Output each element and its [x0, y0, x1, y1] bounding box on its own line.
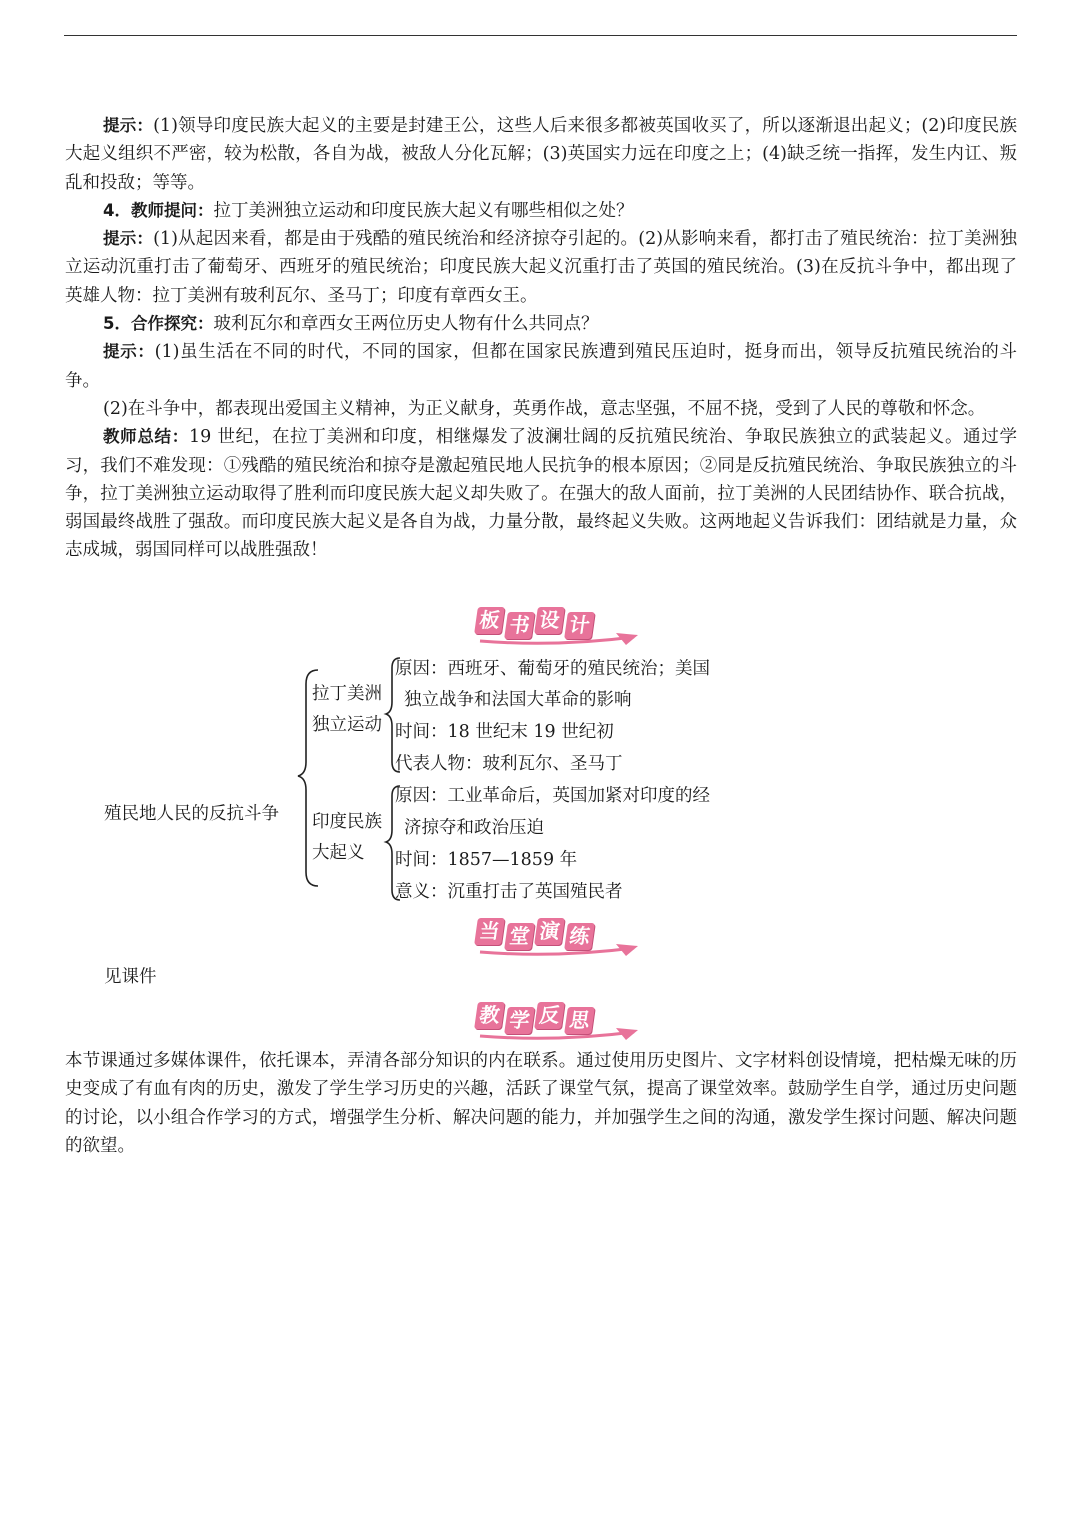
question-5 — [65, 310, 1017, 338]
question-number: 5． — [103, 314, 131, 334]
summary-label: 教师总结： — [103, 427, 189, 447]
banner-char: 学 — [504, 1007, 535, 1034]
diagram-root: 殖民地人民的反抗斗争 — [104, 804, 279, 824]
branch-2-item: 意义：沉重打击了英国殖民者 — [395, 882, 623, 902]
question-label: 教师提问： — [130, 200, 214, 220]
hint-paragraph-3 — [65, 338, 1017, 395]
reflection-text: 本节课通过多媒体课件，依托课本，弄清各部分知识的内在联系。通过使用历史图片、文字材料创设情境，把枯燥无味的历史变成了有血有肉的历史，激发了学生学习历史的兴趣，活跃了课堂气氛，提高了课堂效率。鼓励学生自学，通过历史问题的讨论，以小组合作学习的方式，增强学生分析、解决问题的能力，并加强学生之间的沟通，激发学生探讨问题、解决问题的欲望。 — [65, 1051, 1017, 1156]
banner-char: 板 — [474, 607, 505, 634]
banner-char: 堂 — [504, 923, 535, 950]
branch-2-line-1: 印度民族 — [312, 812, 382, 832]
banner-char: 反 — [534, 1002, 565, 1029]
hint-paragraph-2 — [65, 225, 1017, 310]
question-label: 合作探究： — [130, 314, 214, 334]
header-rule — [64, 35, 1017, 36]
banner-char: 演 — [534, 918, 565, 945]
banner-teaching-reflection — [476, 1002, 646, 1042]
banner-char: 思 — [564, 1007, 595, 1034]
discussion-section — [65, 112, 1017, 565]
branch-1-line-2: 独立运动 — [312, 715, 382, 735]
branch-2-item: 时间：1857—1859 年 — [395, 850, 578, 870]
summary-text: 19 世纪，在拉丁美洲和印度，相继爆发了波澜壮阔的反抗殖民统治、争取民族独立的武装起义。通过学习，我们不难发现：①残酷的殖民统治和掠夺是激起殖民地人民抗争的根本原因；②同是反抗殖民统治、争取民族独立的斗争，拉丁美洲独立运动取得了胜利而印度民族大起义却失败了。在强大的敌人面前，拉丁美洲的人民团结协作、联合抗战，弱国最终战胜了强敌。而印度民族大起义是各自为战，力量分散，最终起义失败。这两地起义告诉我们：团结就是力量，众志成城，弱国同样可以战胜强敌！ — [65, 427, 1018, 561]
hint-label: 提示： — [103, 116, 154, 135]
practice-text: 见课件 — [104, 967, 157, 987]
banner-char: 书 — [504, 612, 535, 639]
hint-paragraph-3b: (2)在斗争中，都表现出爱国主义精神，为正义献身，英勇作战，意志坚强，不屈不挠，受到了人民的尊敬和怀念。 — [103, 398, 986, 419]
question-text: 拉丁美洲独立运动和印度民族大起义有哪些相似之处？ — [213, 200, 634, 221]
branch-2-item: 原因：工业革命后，英国加紧对印度的经 — [395, 786, 710, 806]
hint-text: (1)领导印度民族大起义的主要是封建王公，这些人后来很多都被英国收买了，所以逐渐退出起义；(2)印度民族大起义组织不严密，较为松散，各自为战，被敌人分化瓦解；(3)英国实力远在印度之上；(4)缺乏统一指挥，发生内讧、叛乱和投敌；等等。 — [65, 116, 1017, 193]
teacher-summary — [65, 423, 1017, 564]
hint-text: (1)虽生活在不同的时代，不同的国家，但都在国家民族遭到殖民压迫时，挺身而出，领导反抗殖民统治的斗争。 — [65, 342, 1017, 391]
branch-1-item: 独立战争和法国大革命的影响 — [404, 690, 632, 710]
hint-paragraph-1 — [65, 112, 1017, 197]
branch-2-item: 济掠夺和政治压迫 — [404, 818, 544, 838]
banner-board-design — [476, 607, 646, 647]
branch-1-item: 时间：18 世纪末 19 世纪初 — [395, 722, 614, 742]
branch-1-item: 原因：西班牙、葡萄牙的殖民统治；美国 — [395, 659, 710, 679]
reflection-section — [65, 1047, 1017, 1160]
banner-char: 计 — [564, 612, 595, 639]
hint-label: 提示： — [103, 229, 154, 249]
board-design-diagram — [0, 650, 1080, 910]
question-number: 4． — [103, 200, 131, 220]
branch-1-line-1: 拉丁美洲 — [312, 684, 382, 704]
branch-2-line-2: 大起义 — [312, 843, 365, 863]
question-text: 玻利瓦尔和章西女王两位历史人物有什么共同点？ — [213, 314, 599, 335]
banner-char: 当 — [474, 918, 505, 945]
branch-1-item: 代表人物：玻利瓦尔、圣马丁 — [395, 754, 623, 774]
banner-class-practice — [476, 918, 646, 958]
hint-label: 提示： — [103, 342, 155, 362]
banner-char: 设 — [534, 607, 565, 634]
question-4 — [65, 197, 1017, 225]
hint-text: (1)从起因来看，都是由于残酷的殖民统治和经济掠夺引起的。(2)从影响来看，都打击了殖民统治：拉丁美洲独立运动沉重打击了葡萄牙、西班牙的殖民统治；印度民族大起义沉重打击了英国的殖民统治。(3)在反抗斗争中，都出现了英雄人物：拉丁美洲有玻利瓦尔、圣马丁；印度有章西女王。 — [65, 229, 1018, 306]
banner-char: 教 — [474, 1002, 505, 1029]
banner-char: 练 — [564, 923, 595, 950]
